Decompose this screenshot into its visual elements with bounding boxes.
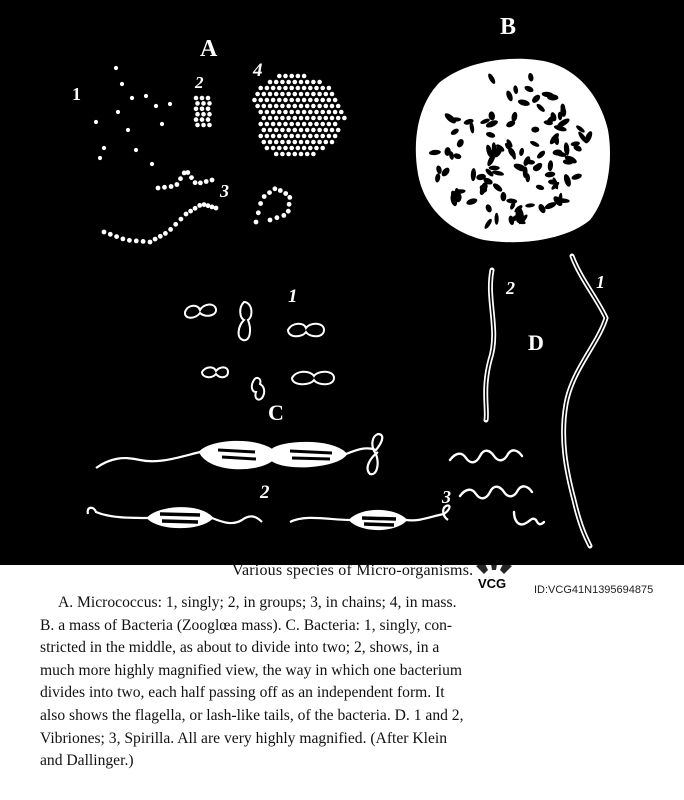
panel-d-part-2-label: 2 [506, 278, 515, 298]
coccus-dot [120, 82, 124, 86]
coccus-dot [311, 116, 316, 121]
coccus-dot [296, 134, 301, 139]
coccus-dot [286, 116, 291, 121]
coccus-dot [201, 112, 206, 117]
coccus-dot [286, 128, 291, 133]
coccus-dot [283, 110, 288, 115]
coccus-dot [274, 116, 279, 121]
coccus-dot [336, 128, 341, 133]
coccus-dot [280, 80, 285, 85]
coccus-dot [258, 201, 263, 206]
coccus-dot [265, 134, 270, 139]
coccus-dot [194, 96, 199, 101]
coccus-dot [179, 217, 184, 222]
panel-d-part-1-label: 1 [596, 272, 605, 292]
coccus-dot [185, 170, 190, 175]
coccus-dot [274, 140, 279, 145]
panel-c-part-2-label: 2 [260, 482, 270, 503]
coccus-dot [327, 110, 332, 115]
coccus-dot [265, 122, 270, 127]
coccus-dot [271, 110, 276, 115]
coccus-dot [283, 86, 288, 91]
coccus-dot [317, 92, 322, 97]
caption-line: and Dallinger.) [40, 752, 134, 770]
panel-c-label: C [268, 400, 284, 425]
coccus-dot [271, 122, 276, 127]
panel-a-part-4-label: 4 [253, 60, 263, 81]
coccus-dot [195, 123, 200, 128]
coccus-dot [302, 86, 307, 91]
coccus-dot [268, 218, 273, 223]
coccus-dot [271, 98, 276, 103]
coccus-dot [336, 116, 341, 121]
coccus-dot [163, 231, 168, 236]
coccus-dot [324, 116, 329, 121]
coccus-dot [158, 234, 163, 239]
coccus-dot [289, 74, 294, 79]
coccus-dot [277, 98, 282, 103]
coccus-dot [293, 104, 298, 109]
coccus-dot [198, 181, 203, 186]
coccus-dot [314, 86, 319, 91]
coccus-dot [271, 134, 276, 139]
coccus-dot [268, 92, 273, 97]
coccus-dot [327, 86, 332, 91]
coccus-dot [268, 116, 273, 121]
coccus-dot [308, 134, 313, 139]
coccus-dot [258, 134, 263, 139]
coccus-dot [330, 128, 335, 133]
panel-c-part-1-label: 1 [288, 286, 298, 307]
coccus-dot [127, 238, 132, 243]
coccus-dot [274, 152, 279, 157]
coccus-dot [311, 92, 316, 97]
coccus-dot [299, 104, 304, 109]
coccus-dot [274, 80, 279, 85]
coccus-dot [265, 98, 270, 103]
caption-body [40, 592, 658, 773]
coccus-dot [311, 140, 316, 145]
coccus-dot [153, 237, 158, 242]
coccus-dot [168, 227, 173, 232]
coccus-dot [305, 104, 310, 109]
coccus-dot [116, 110, 120, 114]
coccus-dot [156, 186, 161, 191]
bacterium-rod [495, 213, 499, 225]
coccus-dot [206, 96, 211, 101]
coccus-dot [330, 116, 335, 121]
coccus-dot [293, 116, 298, 121]
coccus-dot [200, 107, 205, 112]
coccus-dot [102, 146, 106, 150]
coccus-dot [286, 209, 291, 214]
caption-line: divides into two, each half passing off as an independent form. It [40, 684, 445, 702]
coccus-dot [277, 146, 282, 151]
coccus-dot [314, 146, 319, 151]
coccus-dot [299, 116, 304, 121]
coccus-dot [162, 185, 167, 190]
coccus-dot [289, 122, 294, 127]
coccus-dot [283, 191, 288, 196]
coccus-dot [308, 110, 313, 115]
coccus-dot [330, 140, 335, 145]
coccus-dot [175, 182, 180, 187]
coccus-dot [197, 203, 202, 208]
coccus-dot [268, 128, 273, 133]
coccus-dot [333, 134, 338, 139]
coccus-dot [173, 222, 178, 227]
coccus-dot [299, 140, 304, 145]
coccus-dot [305, 140, 310, 145]
coccus-dot [287, 202, 292, 207]
coccus-dot [274, 104, 279, 109]
coccus-dot [280, 104, 285, 109]
coccus-dot [317, 116, 322, 121]
coccus-dot [262, 104, 267, 109]
coccus-dot [258, 86, 263, 91]
coccus-dot [283, 146, 288, 151]
coccus-dot [302, 74, 307, 79]
coccus-dot [283, 134, 288, 139]
coccus-dot [206, 107, 211, 112]
coccus-dot [320, 134, 325, 139]
coccus-dot [154, 104, 158, 108]
coccus-dot [262, 194, 267, 199]
coccus-dot [327, 98, 332, 103]
coccus-dot [299, 92, 304, 97]
coccus-dot [333, 122, 338, 127]
caption-line: also shows the flagella, or lash-like tails, of the bacteria. D. 1 and 2, [40, 706, 464, 724]
coccus-dot [320, 98, 325, 103]
coccus-dot [268, 80, 273, 85]
coccus-dot [194, 107, 199, 112]
caption-line: stricted in the middle, as about to divide into two; 2, shows, in a [40, 639, 440, 657]
coccus-dot [286, 140, 291, 145]
coccus-dot [293, 92, 298, 97]
panel-a-part-3-label: 3 [220, 181, 229, 201]
coccus-dot [305, 116, 310, 121]
watermark-logo-text: VCG [478, 576, 507, 591]
coccus-dot [280, 116, 285, 121]
coccus-dot [265, 110, 270, 115]
coccus-dot [296, 86, 301, 91]
coccus-dot [207, 123, 212, 128]
coccus-dot [289, 98, 294, 103]
coccus-dot [314, 110, 319, 115]
coccus-dot [268, 140, 273, 145]
coccus-dot [121, 237, 126, 242]
coccus-dot [293, 128, 298, 133]
coccus-dot [302, 146, 307, 151]
coccus-dot [283, 98, 288, 103]
coccus-dot [308, 98, 313, 103]
coccus-dot [114, 234, 119, 239]
coccus-dot [324, 104, 329, 109]
coccus-dot [193, 206, 198, 211]
coccus-dot [200, 117, 205, 122]
coccus-dot [317, 128, 322, 133]
coccus-dot [195, 101, 200, 106]
coccus-dot [289, 146, 294, 151]
coccus-dot [330, 92, 335, 97]
coccus-dot [305, 80, 310, 85]
coccus-dot [206, 117, 211, 122]
coccus-dot [194, 117, 199, 122]
coccus-dot [299, 152, 304, 157]
coccus-dot [289, 86, 294, 91]
caption-title: Various species of Micro-organisms. [232, 562, 474, 579]
coccus-dot [188, 209, 193, 214]
coccus-dot [305, 128, 310, 133]
coccus-dot [302, 110, 307, 115]
coccus-dot [134, 148, 138, 152]
coccus-dot [311, 104, 316, 109]
coccus-dot [265, 146, 270, 151]
coccus-dot [262, 140, 267, 145]
coccus-dot [317, 140, 322, 145]
coccus-dot [314, 122, 319, 127]
coccus-dot [305, 152, 310, 157]
coccus-dot [204, 179, 209, 184]
coccus-dot [289, 110, 294, 115]
coccus-dot [320, 146, 325, 151]
coccus-dot [324, 140, 329, 145]
coccus-dot [281, 213, 286, 218]
coccus-dot [193, 180, 198, 185]
panel-a-label: A [200, 36, 218, 62]
coccus-dot [333, 98, 338, 103]
coccus-dot [311, 128, 316, 133]
coccus-dot [302, 134, 307, 139]
coccus-dot [324, 128, 329, 133]
coccus-dot [286, 152, 291, 157]
coccus-dot [160, 122, 164, 126]
coccus-dot [207, 101, 212, 106]
coccus-dot [262, 128, 267, 133]
coccus-dot [289, 134, 294, 139]
coccus-dot [280, 140, 285, 145]
coccus-dot [184, 212, 189, 217]
coccus-dot [324, 92, 329, 97]
coccus-dot [169, 184, 174, 189]
coccus-dot [327, 134, 332, 139]
panel-a-part-2-label: 2 [195, 73, 204, 92]
coccus-dot [320, 86, 325, 91]
coccus-dot [296, 122, 301, 127]
coccus-dot [265, 86, 270, 91]
coccus-dot [320, 110, 325, 115]
coccus-dot [262, 92, 267, 97]
panel-d-part-3-label: 3 [442, 487, 451, 507]
coccus-dot [274, 128, 279, 133]
coccus-dot [273, 186, 278, 191]
coccus-dot [254, 220, 259, 225]
coccus-dot [114, 66, 118, 70]
caption-line: A. Micrococcus: 1, singly; 2, in groups; 3, in chains; 4, in mass. [58, 594, 457, 611]
coccus-dot [302, 98, 307, 103]
coccus-dot [311, 80, 316, 85]
coccus-dot [258, 122, 263, 127]
coccus-dot [302, 122, 307, 127]
coccus-dot [271, 146, 276, 151]
coccus-dot [274, 92, 279, 97]
coccus-dot [258, 98, 263, 103]
coccus-dot [296, 74, 301, 79]
coccus-dot [214, 206, 219, 211]
coccus-dot [126, 128, 130, 132]
coccus-dot [286, 92, 291, 97]
coccus-dot [327, 122, 332, 127]
coccus-dot [267, 190, 272, 195]
coccus-dot [201, 123, 206, 128]
coccus-dot [178, 176, 183, 181]
coccus-dot [287, 195, 292, 200]
panel-a-part-1-label: 1 [72, 84, 81, 104]
coccus-dot [299, 80, 304, 85]
panel-b-label: B [500, 14, 517, 40]
coccus-dot [94, 120, 98, 124]
coccus-dot [207, 112, 212, 117]
coccus-dot [201, 101, 206, 106]
coccus-dot [296, 98, 301, 103]
coccus-dot [333, 110, 338, 115]
panel-d-label: D [528, 330, 544, 355]
coccus-dot [255, 92, 260, 97]
coccus-dot [189, 175, 194, 180]
coccus-dot [314, 98, 319, 103]
coccus-dot [130, 96, 134, 100]
coccus-dot [308, 86, 313, 91]
coccus-dot [277, 134, 282, 139]
coccus-dot [280, 92, 285, 97]
coccus-dot [200, 96, 205, 101]
coccus-dot [252, 98, 257, 103]
coccus-dot [134, 239, 139, 244]
watermark-image-id: ID:VCG41N1395694875 [534, 584, 654, 596]
coccus-dot [339, 110, 344, 115]
coccus-dot [336, 104, 341, 109]
coccus-dot [262, 116, 267, 121]
coccus-dot [308, 122, 313, 127]
coccus-dot [293, 152, 298, 157]
coccus-dot [286, 80, 291, 85]
coccus-dot [280, 152, 285, 157]
coccus-dot [277, 110, 282, 115]
coccus-dot [141, 239, 146, 244]
coccus-dot [148, 240, 153, 245]
coccus-dot [271, 86, 276, 91]
caption-line: B. a mass of Bacteria (Zooglœa mass). C. Bacteria: 1, singly, con- [40, 616, 453, 634]
coccus-dot [296, 146, 301, 151]
coccus-dot [102, 230, 107, 235]
coccus-dot [283, 74, 288, 79]
coccus-dot [98, 156, 102, 160]
coccus-dot [268, 104, 273, 109]
coccus-dot [168, 102, 172, 106]
coccus-dot [308, 146, 313, 151]
caption-line: much more highly magnified view, the way in which one bacterium [40, 661, 463, 679]
caption [0, 556, 684, 800]
coccus-dot [150, 162, 154, 166]
coccus-dot [330, 104, 335, 109]
coccus-dot [275, 215, 280, 220]
coccus-dot [277, 74, 282, 79]
coccus-dot [293, 80, 298, 85]
coccus-dot [314, 134, 319, 139]
coccus-dot [311, 152, 316, 157]
coccus-dot [256, 210, 261, 215]
coccus-dot [293, 140, 298, 145]
coccus-dot [317, 104, 322, 109]
caption-line: Vibriones; 3, Spirilla. All are very highly magnified. (After Klein [40, 729, 448, 747]
coccus-dot [286, 104, 291, 109]
coccus-dot [144, 94, 148, 98]
coccus-dot [108, 232, 113, 237]
coccus-dot [210, 178, 215, 183]
coccus-dot [320, 122, 325, 127]
coccus-dot [277, 122, 282, 127]
coccus-dot [258, 110, 263, 115]
coccus-dot [195, 112, 200, 117]
coccus-dot [305, 92, 310, 97]
coccus-dot [317, 80, 322, 85]
coccus-dot [278, 188, 283, 193]
coccus-dot [342, 116, 347, 121]
coccus-dot [283, 122, 288, 127]
coccus-dot [299, 128, 304, 133]
coccus-dot [280, 128, 285, 133]
coccus-dot [296, 110, 301, 115]
coccus-dot [277, 86, 282, 91]
coccus-dot [255, 104, 260, 109]
